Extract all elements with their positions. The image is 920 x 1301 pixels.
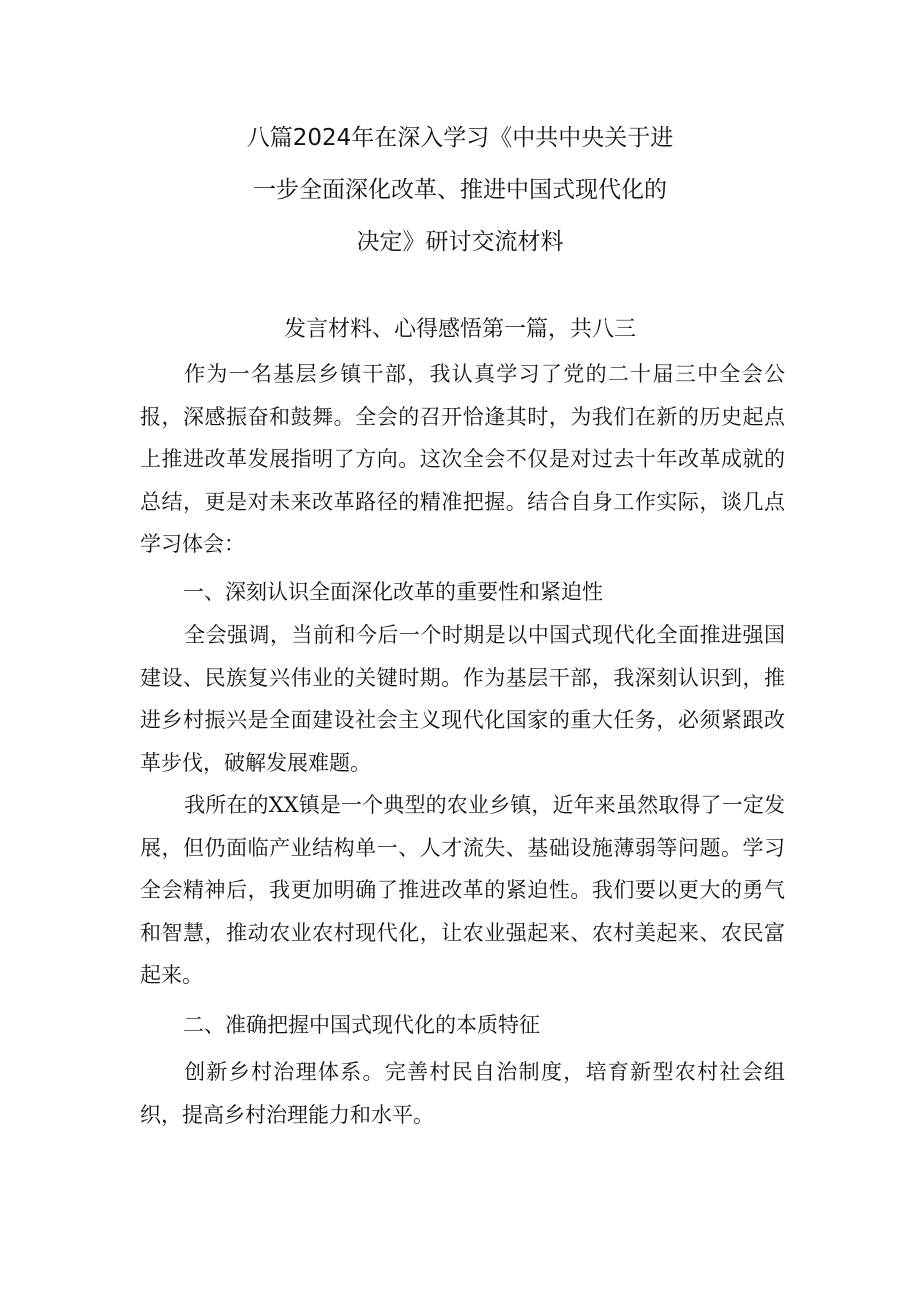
paragraph-section-1-b: 我所在的XX镇是一个典型的农业乡镇，近年来虽然取得了一定发展，但仍面临产业结构单一、人才流失、基础设施薄弱等问题。学习全会精神后，我更加明确了推进改革的紧迫性。我们要以更大的勇气和智慧，推动农业农村现代化，让农业强起来、农村美起来、农民富起来。	[140, 793, 785, 987]
paragraph-intro: 作为一名基层乡镇干部，我认真学习了党的二十届三中全会公报，深感振奋和鼓舞。全会的召开恰逢其时，为我们在新的历史起点上推进改革发展指明了方向。这次全会不仅是对过去十年改革成就的总结，更是对未来改革路径的精准把握。结合自身工作实际，谈几点学习体会：	[140, 362, 785, 556]
paragraph-section-1-a: 全会强调，当前和今后一个时期是以中国式现代化全面推进强国建设、民族复兴伟业的关键时期。作为基层干部，我深刻认识到，推进乡村振兴是全面建设社会主义现代化国家的重大任务，必须紧跟改革步伐，破解发展难题。	[140, 623, 785, 775]
paragraph-section-2-a: 创新乡村治理体系。完善村民自治制度，培育新型农村社会组织，提高乡村治理能力和水平。	[140, 1060, 785, 1127]
document-title-line-2: 一步全面深化改革、推进中国式现代化的	[253, 177, 667, 203]
document-title-line-1: 八篇2024年在深入学习《中共中央关于进	[246, 125, 674, 151]
section-heading-2: 二、准确把握中国式现代化的本质特征	[183, 1013, 540, 1037]
section-heading-1: 一、深刻认识全面深化改革的重要性和紧迫性	[183, 580, 603, 604]
document-title-line-3: 决定》研讨交流材料	[356, 229, 564, 255]
document-subtitle: 发言材料、心得感悟第一篇，共八三	[283, 317, 636, 342]
